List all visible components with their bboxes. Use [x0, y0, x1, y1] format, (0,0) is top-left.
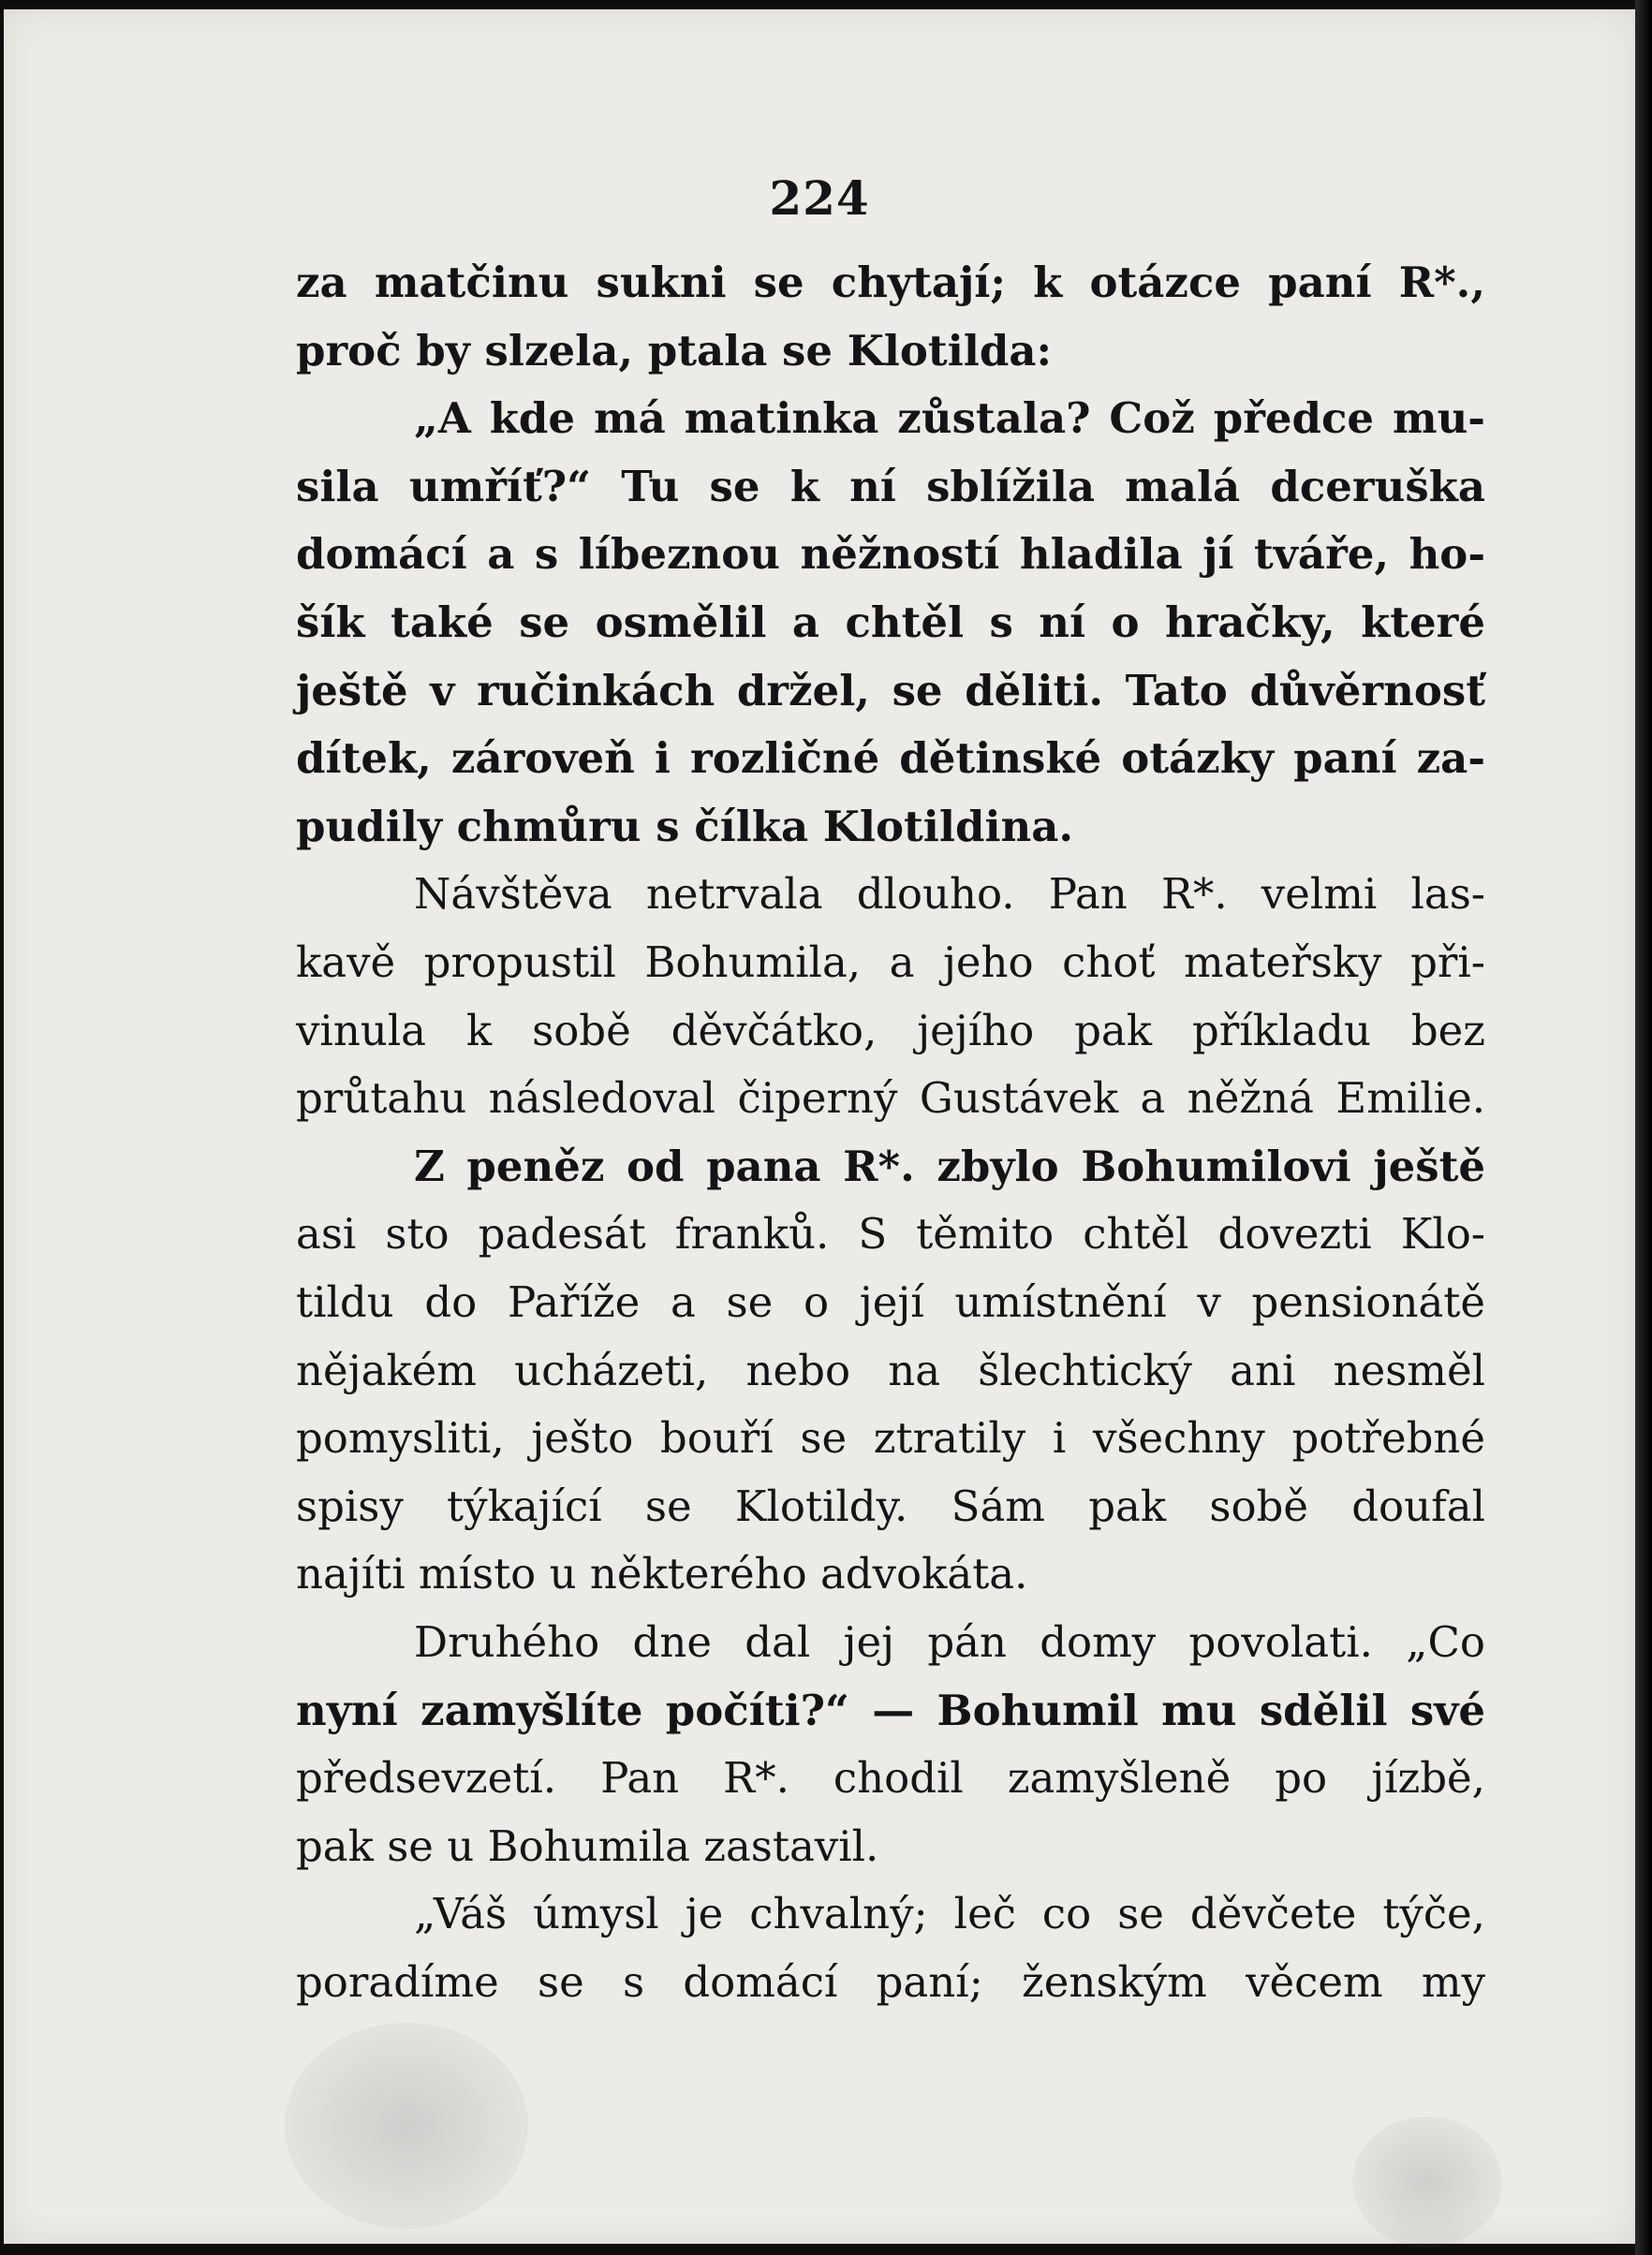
scan-edge	[1635, 0, 1652, 2255]
text-line: Návštěva netrvala dlouho. Pan R*. velmi las-	[414, 869, 1485, 919]
text-line: pudily chmůru s čílka Klotildina.	[296, 802, 1074, 851]
text-line: sila umříť?“ Tu se k ní sblížila malá dceruška	[296, 462, 1485, 511]
book-page	[4, 9, 1635, 2244]
text-line: proč by slzela, ptala se Klotilda:	[296, 326, 1053, 376]
text-line: domácí a s líbeznou něžností hladila jí tváře, ho-	[296, 529, 1485, 579]
text-line: pak se u Bohumila zastavil.	[296, 1821, 879, 1871]
text-line: průtahu následoval čiperný Gustávek a něžná Emilie.	[296, 1073, 1485, 1123]
text-line: za matčinu sukni se chytají; k otázce paní R*.,	[296, 258, 1485, 307]
text-line: asi sto padesát franků. S těmito chtěl dovezti Klo-	[296, 1209, 1485, 1259]
text-line: najíti místo u některého advokáta.	[296, 1549, 1028, 1599]
text-line: spisy týkající se Klotildy. Sám pak sobě doufal	[296, 1481, 1485, 1531]
text-line: vinula k sobě děvčátko, jejího pak příkladu bez	[296, 1006, 1485, 1055]
text-line: šík také se osmělil a chtěl s ní o hračky, které	[296, 597, 1485, 647]
text-line: „A kde má matinka zůstala? Což předce mu-	[414, 393, 1485, 443]
text-line: poradíme se s domácí paní; ženským věcem my	[296, 1957, 1485, 2007]
text-line: ještě v ručinkách držel, se děliti. Tato důvěrnosť	[296, 666, 1485, 715]
text-line: kavě propustil Bohumila, a jeho choť mateřsky při-	[296, 937, 1485, 987]
text-line: nějakém ucházeti, nebo na šlechtický ani nesměl	[296, 1346, 1485, 1395]
text-line: pomysliti, ješto bouří se ztratily i všechny potřebné	[296, 1413, 1485, 1463]
text-line: nyní zamyšlíte počíti?“ — Bohumil mu sdělil své	[296, 1686, 1485, 1735]
body-text	[4, 9, 1635, 2244]
text-line: tildu do Paříže a se o její umístnění v pensionátě	[296, 1277, 1485, 1327]
text-line: „Váš úmysl je chvalný; leč co se děvčete týče,	[414, 1889, 1485, 1938]
text-line: Z peněz od pana R*. zbylo Bohumilovi ještě	[414, 1142, 1485, 1191]
text-line: dítek, zároveň i rozličné dětinské otázky paní za-	[296, 733, 1485, 783]
text-line: předsevzetí. Pan R*. chodil zamyšleně po jízbě,	[296, 1753, 1485, 1803]
page-number: 224	[769, 170, 870, 226]
text-line: Druhého dne dal jej pán domy povolati. „Co	[414, 1617, 1485, 1667]
